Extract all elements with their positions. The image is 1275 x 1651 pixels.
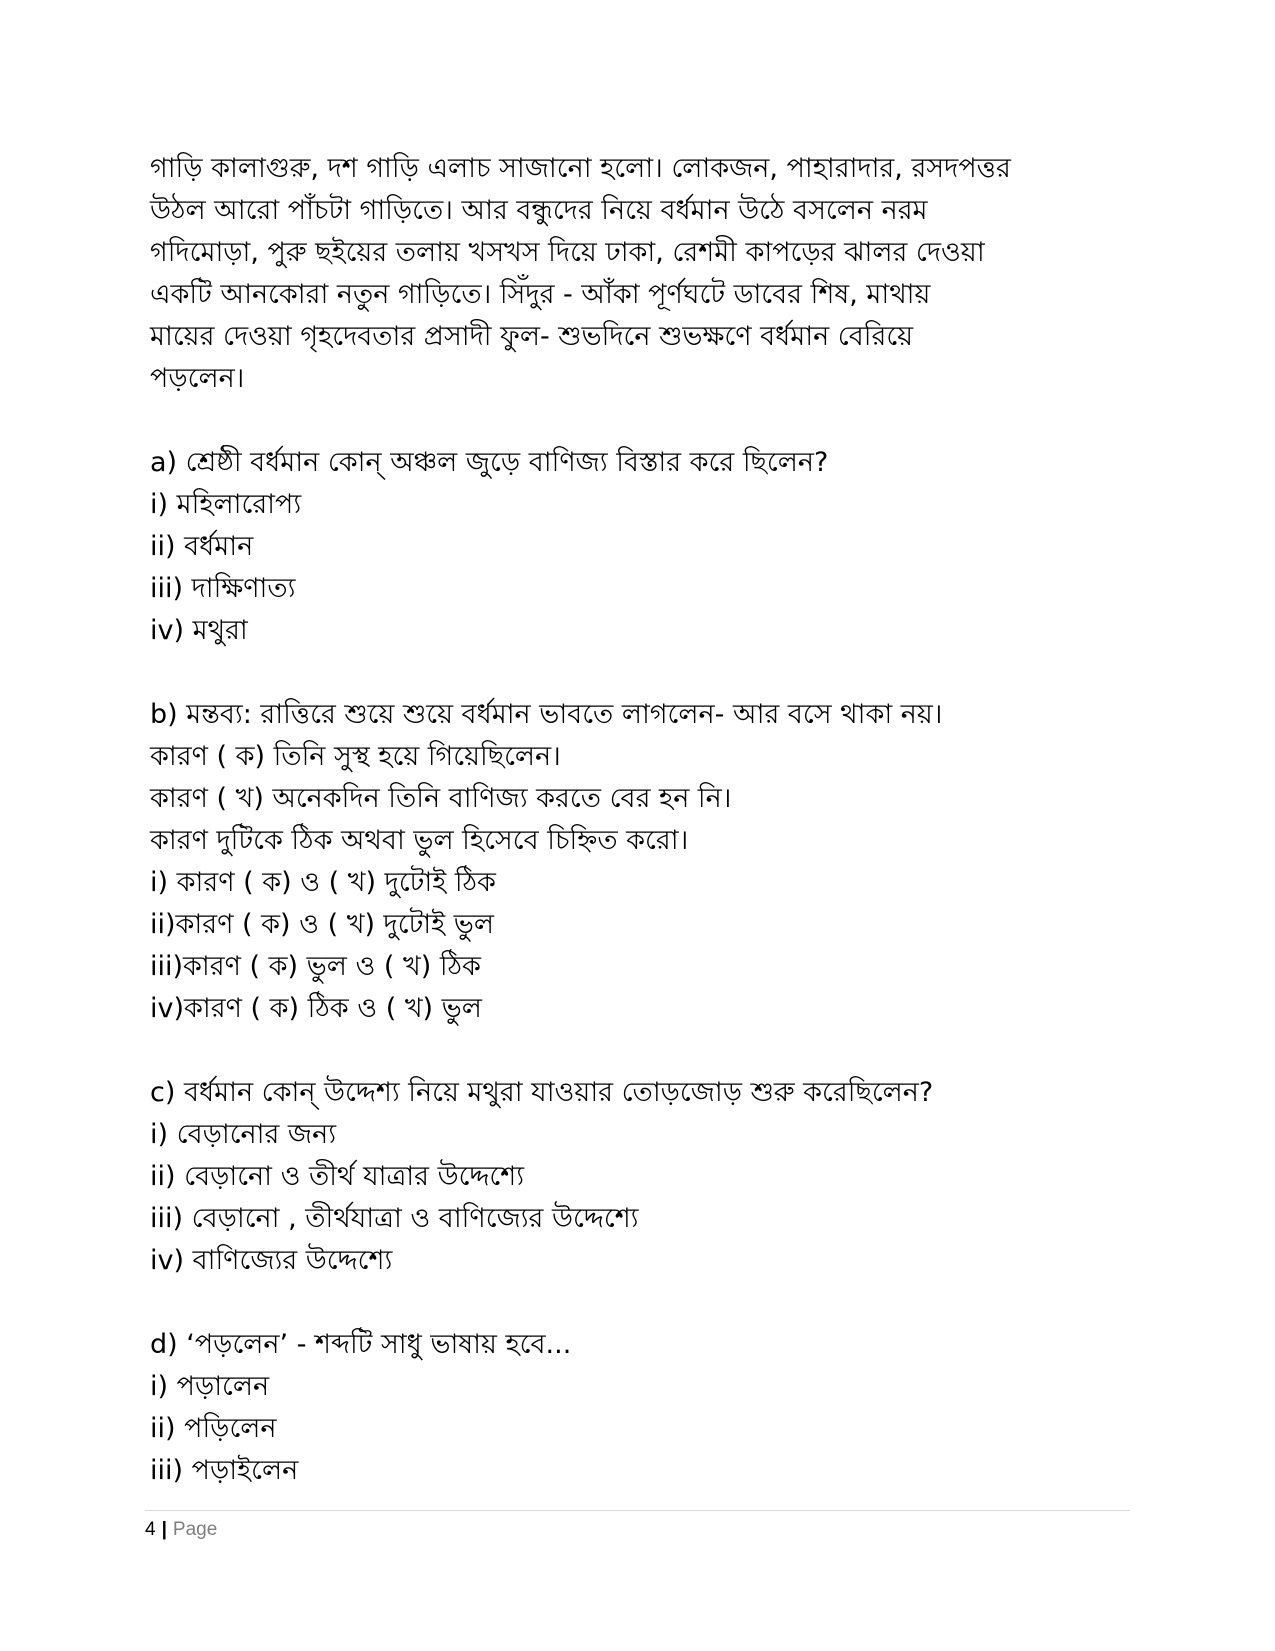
question-a-option: i) মহিলারোপ্য: [150, 489, 302, 520]
spacer: [150, 400, 1140, 442]
question-b-instruction: কারণ দুটিকে ঠিক অথবা ভুল হিসেবে চিহ্নিত করো।: [150, 825, 689, 856]
question-b-option: i) কারণ ( ক) ও ( খ) দুটোই ঠিক: [150, 867, 496, 898]
question-b-option: iv)কারণ ( ক) ঠিক ও ( খ) ভুল: [150, 993, 482, 1024]
passage-line: গদিমোড়া, পুরু ছইয়ের তলায় খসখস দিয়ে ঢাকা, রেশমী কাপড়ের ঝালর দেওয়া: [150, 237, 985, 268]
passage-line: মায়ের দেওয়া গৃহদেবতার প্রসাদী ফুল- শুভদিনে শুভক্ষণে বর্ধমান বেরিয়ে: [150, 321, 914, 352]
question-c-option: ii) বেড়ানো ও তীর্থ যাত্রার উদ্দেশ্যে: [150, 1161, 525, 1192]
question-a-text: a) শ্রেষ্ঠী বর্ধমান কোন্ অঞ্চল জুড়ে বাণিজ্য বিস্তার করে ছিলেন?: [150, 447, 829, 478]
question-c: [150, 1072, 1140, 1282]
passage-line: পড়লেন।: [150, 363, 245, 394]
question-b-option: ii)কারণ ( ক) ও ( খ) দুটোই ভুল: [150, 909, 494, 940]
question-a-option: ii) বর্ধমান: [150, 531, 254, 562]
question-b-reason: কারণ ( ক) তিনি সুস্থ হয়ে গিয়েছিলেন।: [150, 741, 561, 772]
question-b-reason: কারণ ( খ) অনেকদিন তিনি বাণিজ্য করতে বের হন নি।: [150, 783, 732, 814]
question-d-text: d) ‘পড়লেন’ - শব্দটি সাধু ভাষায় হবে...: [150, 1329, 572, 1360]
passage-line: উঠল আরো পাঁচটা গাড়িতে। আর বন্ধুদের নিয়ে বর্ধমান উঠে বসলেন নরম: [150, 195, 928, 226]
spacer: [150, 1282, 1140, 1324]
footer-separator: |: [161, 1519, 167, 1540]
passage: [150, 148, 1140, 400]
question-d-option: i) পড়ালেন: [150, 1371, 270, 1402]
question-c-option: i) বেড়ানোর জন্য: [150, 1119, 337, 1150]
page-footer: [145, 1510, 1130, 1543]
question-c-option: iii) বেড়ানো , তীর্থযাত্রা ও বাণিজ্যের উদ্দেশ্যে: [150, 1203, 639, 1234]
spacer: [150, 652, 1140, 694]
question-d: [150, 1324, 1140, 1492]
page-content: [150, 148, 1140, 1492]
question-c-text: c) বর্ধমান কোন্ উদ্দেশ্য নিয়ে মথুরা যাওয়ার তোড়জোড় শুরু করেছিলেন?: [150, 1077, 934, 1108]
question-b-option: iii)কারণ ( ক) ভুল ও ( খ) ঠিক: [150, 951, 481, 982]
question-d-option: iii) পড়াইলেন: [150, 1455, 299, 1486]
passage-line: একটি আনকোরা নতুন গাড়িতে। সিঁদুর - আঁকা পূর্ণঘটে ডাবের শিষ, মাথায়: [150, 279, 931, 310]
question-a-option: iii) দাক্ষিণাত্য: [150, 573, 296, 604]
spacer: [150, 1030, 1140, 1072]
question-a: [150, 442, 1140, 652]
page-number: 4: [145, 1519, 156, 1540]
question-b-text: b) মন্তব্য: রাত্তিরে শুয়ে শুয়ে বর্ধমান ভাবতে লাগলেন- আর বসে থাকা নয়।: [150, 699, 943, 730]
question-a-option: iv) মথুরা: [150, 615, 248, 646]
passage-line: গাড়ি কালাগুরু, দশ গাড়ি এলাচ সাজানো হলো। লোকজন, পাহারাদার, রসদপত্তর: [150, 153, 1011, 184]
page-label: Page: [172, 1519, 218, 1540]
question-b: [150, 694, 1140, 1030]
question-c-option: iv) বাণিজ্যের উদ্দেশ্যে: [150, 1245, 393, 1276]
question-d-option: ii) পড়িলেন: [150, 1413, 277, 1444]
